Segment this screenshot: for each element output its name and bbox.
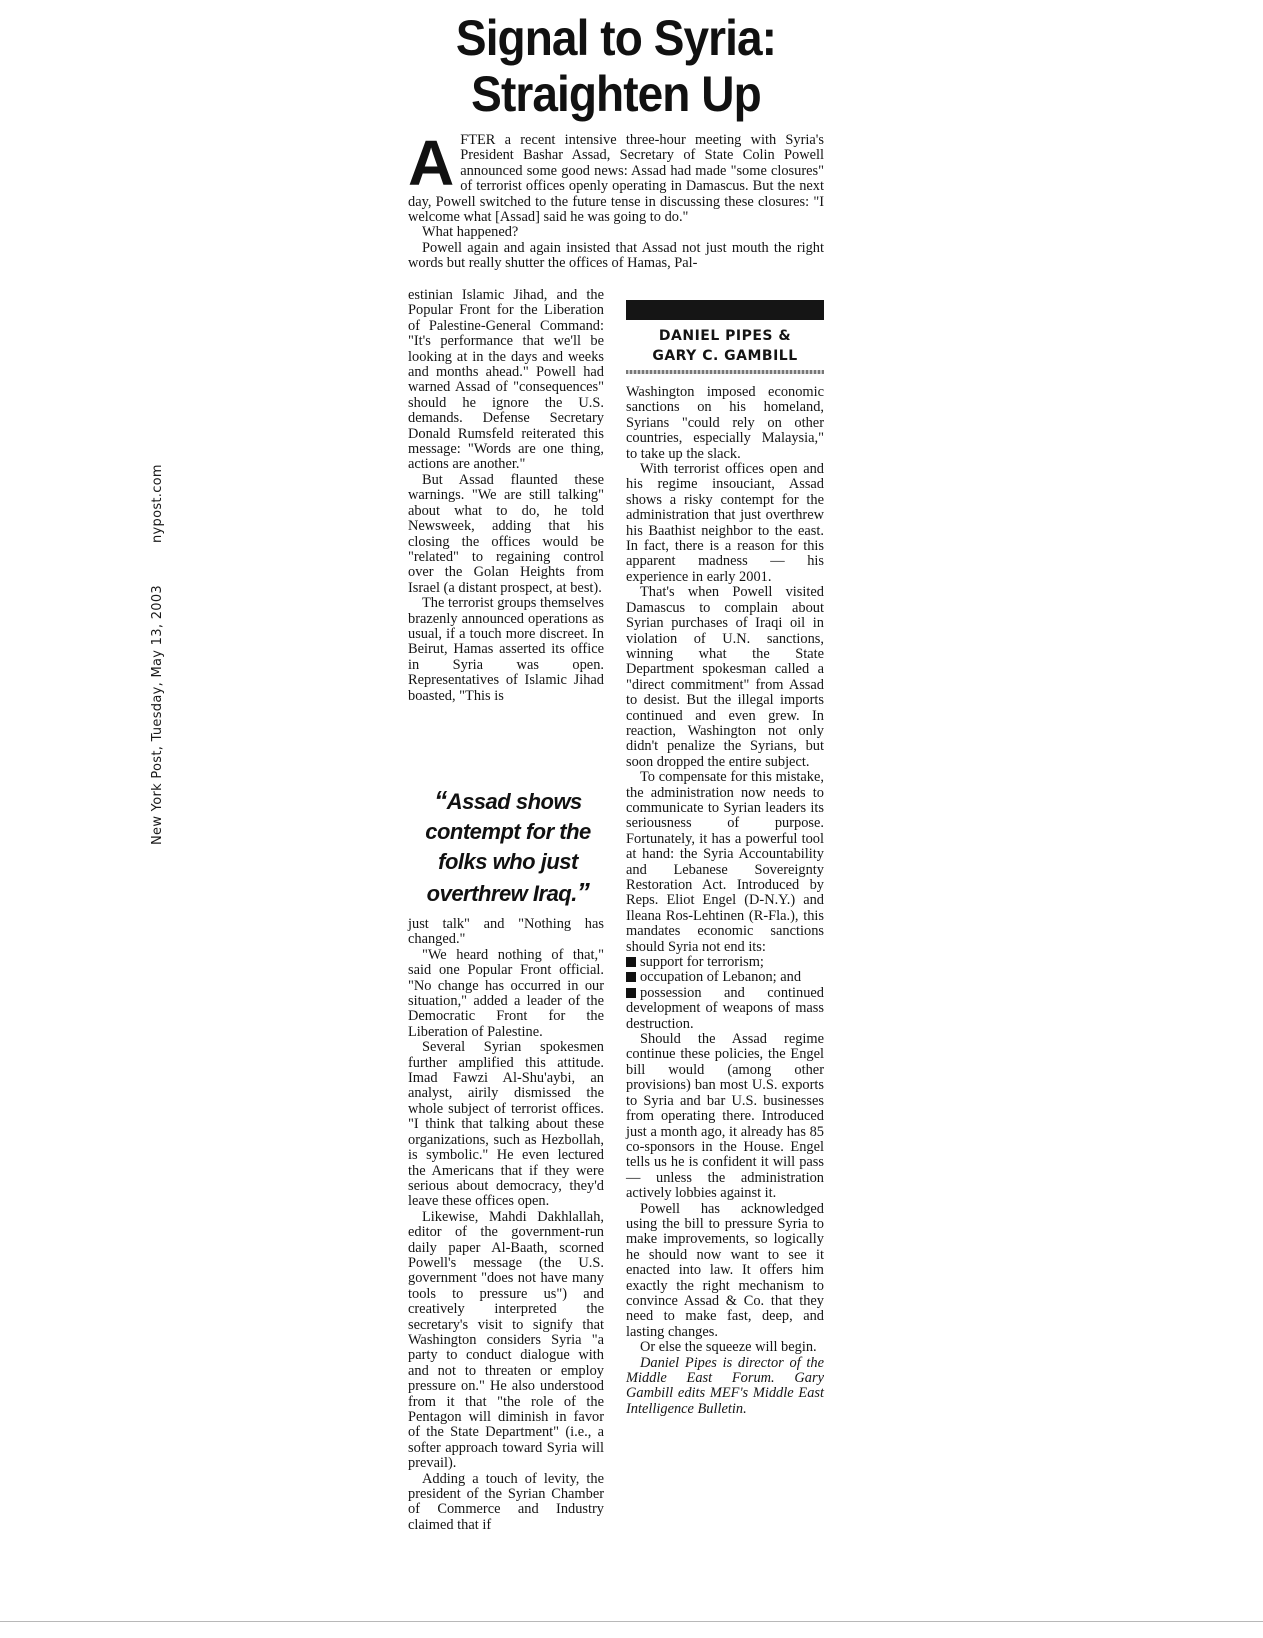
left-column bbox=[408, 288, 604, 704]
square-bullet-icon bbox=[626, 957, 636, 967]
paragraph: Powell again and again insisted that Assad not just mouth the right words but really shutter the offices of Hamas, Pal- bbox=[408, 239, 824, 272]
paragraph: To compensate for this mistake, the administration now needs to communicate to Syrian leaders its seriousness of purpose. Fortunately, it has a powerful tool at hand: the Syria Accountability and Lebanese Sovereignty Restoration Act. Introduced by Reps. Eliot Engel (D-N.Y.) and Ileana Ros-Lehtinen (R-Fla.), this mandates economic sanctions should Syria not end its: bbox=[626, 769, 824, 955]
left-column-continued bbox=[408, 917, 604, 1533]
paragraph: "We heard nothing of that," said one Popular Front official. "No change has occurred in our situation," added a leader of the Democratic Front for the Liberation of Palestine. bbox=[408, 946, 604, 1040]
paragraph: Likewise, Mahdi Dakhlallah, editor of the government-run daily paper Al-Baath, scorned Powell's message (the U.S. government "does not have many tools to pressure us") and creatively interpreted the secretary's visit to signify that Washington considers Syria "a party to conduct dialogue with and not to threaten or employ pressure on." He also understood from it that "the role of the Pentagon will diminish in favor of the State Department" (i.e., a softer approach toward Syria will prevail). bbox=[408, 1208, 604, 1472]
right-column bbox=[626, 385, 824, 1417]
paragraph: That's when Powell visited Damascus to complain about Syrian purchases of Iraqi oil in violation of U.N. sanctions, winning what the State Department spokesman called a "direct commitment" from Assad to desist. But the illegal imports continued and even grew. In reaction, Washington not only didn't penalize the Syrians, but soon dropped the entire subject. bbox=[626, 584, 824, 770]
byline-rule bbox=[626, 370, 824, 374]
paragraph: The terrorist groups themselves brazenly announced operations as usual, if a touch more discreet. In Beirut, Hamas asserted its office in Syria was open. Representatives of Islamic Jihad boasted, "This is bbox=[408, 595, 604, 704]
author-bio: Daniel Pipes is director of the Middle East Forum. Gary Gambill edits MEF's Middle East Intelligence Bulletin. bbox=[626, 1354, 824, 1417]
headline bbox=[417, 10, 814, 122]
byline-author-2: GARY C. GAMBILL bbox=[652, 348, 798, 364]
paragraph: FTER a recent intensive three-hour meeting with Syria's President Bashar Assad, Secretary of State Colin Powell announced some good news: Assad had made "some closures" of terrorist offices openly operating in Damascus. But the next day, Powell switched to the future tense in discussing these closures: "I welcome what [Assad] said he was going to do." bbox=[408, 132, 824, 226]
paragraph: With terrorist offices open and his regime insouciant, Assad shows a risky contempt for the administration that just overthrew his Baathist neighbor to the east. In fact, there is a reason for this apparent madness — his experience in early 2001. bbox=[626, 461, 824, 585]
bullet-text: possession and continued development of weapons of mass destruction. bbox=[626, 984, 824, 1032]
bullet-text: occupation of Lebanon; and bbox=[640, 969, 802, 986]
bullet-item bbox=[626, 970, 824, 985]
open-quote-mark: “ bbox=[434, 785, 447, 815]
close-quote-mark: ” bbox=[576, 877, 590, 907]
paragraph: Or else the squeeze will begin. bbox=[640, 1339, 817, 1356]
paragraph: What happened? bbox=[422, 224, 519, 241]
square-bullet-icon bbox=[626, 988, 636, 998]
paragraph: But Assad flaunted these warnings. "We are still talking" about what to do, he told Newsweek, adding that his closing the offices would be "related" to regaining control over the Golan Heights from Israel (a distant prospect, at best). bbox=[408, 471, 604, 596]
byline-bar bbox=[626, 300, 824, 320]
paragraph: Adding a touch of levity, the president of the Syrian Chamber of Commerce and Industry claimed that if bbox=[408, 1470, 604, 1533]
intro-section bbox=[408, 127, 824, 272]
bullet-text: support for terrorism; bbox=[640, 954, 764, 971]
paragraph: Should the Assad regime continue these policies, the Engel bill would (among other provisions) ban most U.S. exports to Syria and bar U.S. businesses from operating there. Introduced just a month ago, it already has 85 co-sponsors in the House. Engel tells us he is confident it will pass — unless the administration actively lobbies against it. bbox=[626, 1031, 824, 1202]
paragraph: Several Syrian spokesmen further amplified this attitude. Imad Fawzi Al-Shu'aybi, an analyst, airily dismissed the whole subject of terrorist offices. "I think that talking about these organizations, such as Hezbollah, is symbolic." He even lectured the Americans that if they were serious about democracy, they'd leave these offices open. bbox=[408, 1039, 604, 1210]
publication-date: New York Post, Tuesday, May 13, 2003 bbox=[150, 585, 165, 845]
bullet-item bbox=[626, 955, 824, 970]
publication-caption bbox=[150, 445, 165, 845]
paragraph: estinian Islamic Jihad, and the Popular Front for the Liberation of Palestine-General Command: "It's performance that we'll be looking at in the days and weeks and months ahead." Powell had warned Assad of "consequences" should he ignore the U.S. demands. Defense Secretary Donald Rumsfeld reiterated this message: "Words are one thing, actions are another." bbox=[408, 287, 604, 473]
scan-edge bbox=[0, 1621, 1263, 1622]
drop-cap: A bbox=[408, 127, 455, 199]
paragraph: Washington imposed economic sanctions on his homeland, Syrians "could rely on other countries, especially Malaysia," to take up the slack. bbox=[626, 384, 824, 462]
pull-quote-text: Assad shows contempt for the folks who just overthrew Iraq. bbox=[425, 789, 591, 906]
byline bbox=[626, 326, 824, 366]
square-bullet-icon bbox=[626, 972, 636, 982]
paragraph: just talk" and "Nothing has changed." bbox=[408, 916, 604, 948]
publication-site: nypost.com bbox=[150, 464, 165, 544]
headline-line-2: Straighten Up bbox=[471, 66, 761, 122]
pull-quote bbox=[408, 785, 608, 909]
paragraph: Powell has acknowledged using the bill to pressure Syria to make improvements, so logically he should now want to see it enacted into law. It offers him exactly the right mechanism to convince Assad & Co. that they need to make fast, deep, and lasting changes. bbox=[626, 1200, 824, 1340]
bullet-item bbox=[626, 986, 824, 1032]
headline-line-1: Signal to Syria: bbox=[455, 10, 777, 66]
byline-author-1: DANIEL PIPES & bbox=[658, 328, 792, 344]
